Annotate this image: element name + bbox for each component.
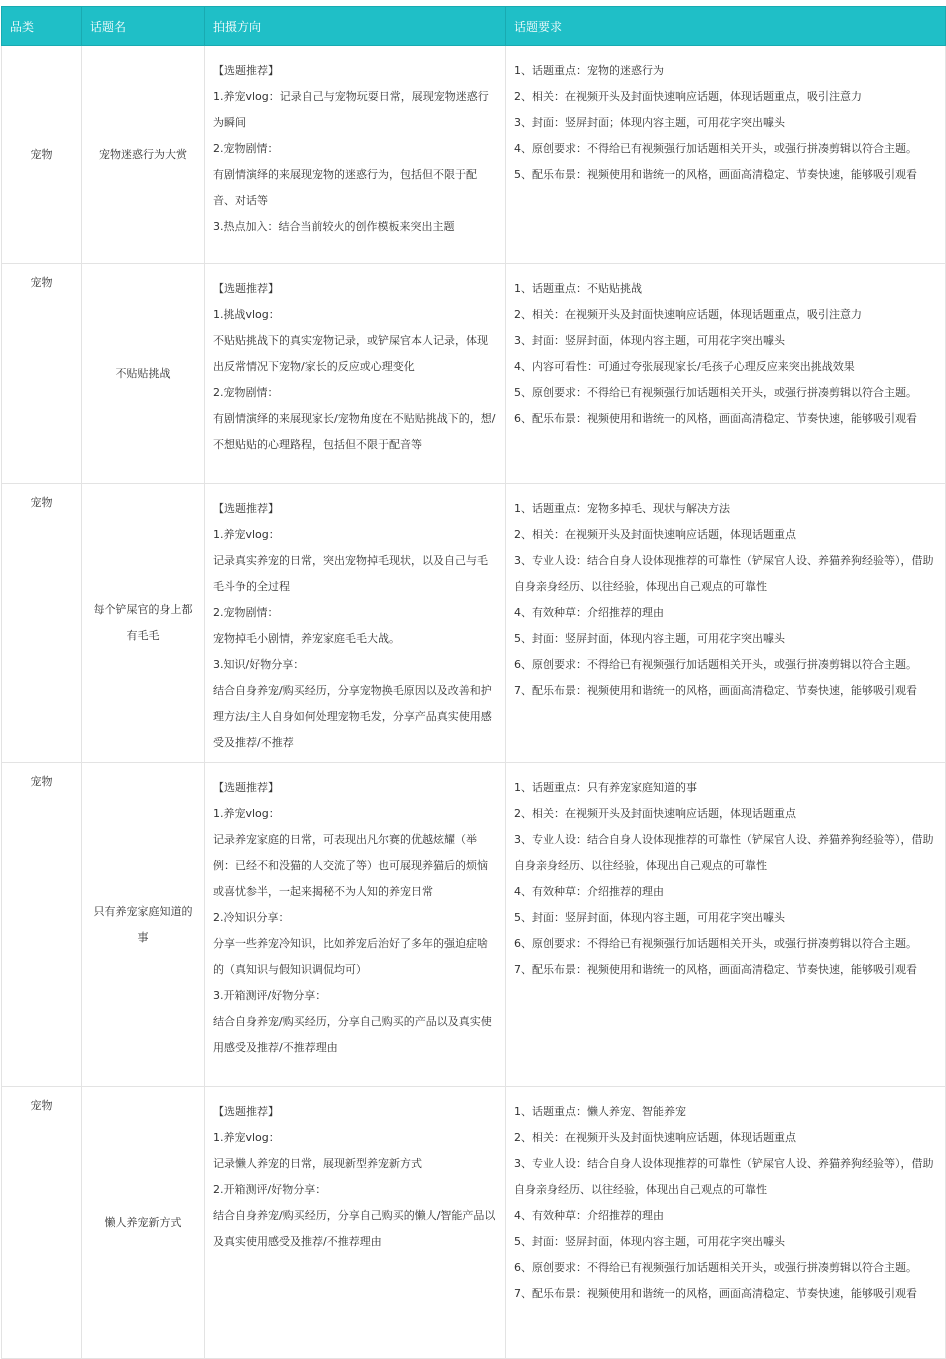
requirement-line: 7、配乐布景：视频使用和谐统一的风格，画面高清稳定、节奏快速，能够吸引观看 <box>514 1287 917 1300</box>
direction-line: 有剧情演绎的来展现家长/宠物角度在不贴贴挑战下的，想/不想贴贴的心理路程，包括但不限于配音等 <box>213 412 496 451</box>
header-direction: 拍摄方向 <box>205 7 506 46</box>
requirements-cell <box>506 46 946 264</box>
direction-line: 记录真实养宠的日常，突出宠物掉毛现状，以及自己与毛毛斗争的全过程 <box>213 554 488 593</box>
requirement-line: 3、专业人设：结合自身人设体现推荐的可靠性（铲屎官人设、养猫养狗经验等），借助自身亲身经历、以往经验，体现出自己观点的可靠性 <box>514 833 934 872</box>
category-text: 宠物 <box>30 147 53 161</box>
topic-cell <box>82 763 205 1087</box>
requirement-line: 3、专业人设：结合自身人设体现推荐的可靠性（铲屎官人设、养猫养狗经验等），借助自身亲身经历、以往经验，体现出自己观点的可靠性 <box>514 1157 934 1196</box>
direction-line: 2.冷知识分享： <box>213 911 290 924</box>
direction-line: 结合自身养宠/购买经历，分享自己购买的懒人/智能产品以及真实使用感受及推荐/不推荐理由 <box>213 1209 496 1248</box>
requirement-line: 4、有效种草：介绍推荐的理由 <box>514 606 664 619</box>
topic-text: 不贴贴挑战 <box>115 366 171 380</box>
header-requirements: 话题要求 <box>506 7 946 46</box>
requirement-line: 2、相关：在视频开头及封面快速响应话题，体现话题重点，吸引注意力 <box>514 90 862 103</box>
requirement-line: 4、原创要求：不得给已有视频强行加话题相关开头，或强行拼凑剪辑以符合主题。 <box>514 142 917 155</box>
direction-line: 结合自身养宠/购买经历，分享自己购买的产品以及真实使用感受及推荐/不推荐理由 <box>213 1015 492 1054</box>
direction-line: 1.养宠vlog： <box>213 1131 280 1144</box>
direction-cell <box>205 484 506 763</box>
direction-line: 【选题推荐】 <box>213 1105 279 1118</box>
requirement-line: 5、封面：竖屏封面，体现内容主题，可用花字突出噱头 <box>514 911 785 924</box>
category-text: 宠物 <box>30 276 53 289</box>
direction-line: 2.宠物剧情： <box>213 606 279 619</box>
table-row <box>2 484 946 763</box>
requirement-line: 2、相关：在视频开头及封面快速响应话题，体现话题重点 <box>514 807 796 820</box>
requirement-line: 3、专业人设：结合自身人设体现推荐的可靠性（铲屎官人设、养猫养狗经验等），借助自身亲身经历、以往经验，体现出自己观点的可靠性 <box>514 554 934 593</box>
table-body <box>2 46 946 1359</box>
requirement-line: 5、封面：竖屏封面，体现内容主题，可用花字突出噱头 <box>514 632 785 645</box>
requirements-cell <box>506 763 946 1087</box>
requirement-line: 1、话题重点：只有养宠家庭知道的事 <box>514 781 697 794</box>
category-text: 宠物 <box>30 1099 53 1112</box>
direction-cell <box>205 763 506 1087</box>
requirement-line: 2、相关：在视频开头及封面快速响应话题，体现话题重点 <box>514 1131 796 1144</box>
header-category: 品类 <box>2 7 82 46</box>
topic-text: 宠物迷惑行为大赏 <box>99 147 187 161</box>
requirement-line: 6、原创要求：不得给已有视频强行加话题相关开头，或强行拼凑剪辑以符合主题。 <box>514 1261 917 1274</box>
table-row <box>2 264 946 484</box>
direction-line: 2.宠物剧情： <box>213 386 279 399</box>
requirement-line: 2、相关：在视频开头及封面快速响应话题，体现话题重点，吸引注意力 <box>514 308 862 321</box>
direction-line: 2.开箱测评/好物分享： <box>213 1183 327 1196</box>
topic-cell <box>82 484 205 763</box>
direction-line: 1.养宠vlog：记录自己与宠物玩耍日常，展现宠物迷惑行为瞬间 <box>213 90 489 129</box>
requirement-line: 5、封面：竖屏封面，体现内容主题，可用花字突出噱头 <box>514 1235 785 1248</box>
direction-line: 1.养宠vlog： <box>213 528 280 541</box>
direction-line: 【选题推荐】 <box>213 502 279 515</box>
requirement-line: 4、有效种草：介绍推荐的理由 <box>514 1209 664 1222</box>
category-text: 宠物 <box>30 496 53 509</box>
direction-line: 【选题推荐】 <box>213 64 279 77</box>
direction-line: 【选题推荐】 <box>213 282 279 295</box>
requirements-cell <box>506 1087 946 1359</box>
topic-cell <box>82 264 205 484</box>
direction-line: 3.知识/好物分享： <box>213 658 305 671</box>
requirement-line: 1、话题重点：宠物的迷惑行为 <box>514 64 664 77</box>
requirements-cell <box>506 264 946 484</box>
direction-line: 3.开箱测评/好物分享： <box>213 989 327 1002</box>
category-cell <box>2 46 82 264</box>
requirement-line: 5、原创要求：不得给已有视频强行加话题相关开头，或强行拼凑剪辑以符合主题。 <box>514 386 917 399</box>
topic-text: 只有养宠家庭知道的事 <box>93 904 193 944</box>
table-header-row <box>2 7 946 46</box>
category-cell <box>2 264 82 484</box>
direction-line: 不贴贴挑战下的真实宠物记录，或铲屎官本人记录，体现出反常情况下宠物/家长的反应或心理变化 <box>213 334 488 373</box>
direction-cell <box>205 264 506 484</box>
category-text: 宠物 <box>30 775 53 788</box>
requirement-line: 5、配乐布景：视频使用和谐统一的风格，画面高清稳定、节奏快速，能够吸引观看 <box>514 168 917 181</box>
direction-cell <box>205 46 506 264</box>
requirement-line: 3、封面：竖屏封面，体现内容主题，可用花字突出噱头 <box>514 334 785 347</box>
requirement-line: 3、封面：竖屏封面；体现内容主题，可用花字突出噱头 <box>514 116 785 129</box>
direction-line: 有剧情演绎的来展现宠物的迷惑行为，包括但不限于配音、对话等 <box>213 168 477 207</box>
requirement-line: 1、话题重点：不贴贴挑战 <box>514 282 642 295</box>
requirement-line: 7、配乐布景：视频使用和谐统一的风格，画面高清稳定、节奏快速，能够吸引观看 <box>514 963 917 976</box>
table-row <box>2 763 946 1087</box>
requirement-line: 6、原创要求：不得给已有视频强行加话题相关开头，或强行拼凑剪辑以符合主题。 <box>514 937 917 950</box>
direction-cell <box>205 1087 506 1359</box>
requirement-line: 4、内容可看性：可通过夸张展现家长/毛孩子心理反应来突出挑战效果 <box>514 360 855 373</box>
category-cell <box>2 763 82 1087</box>
direction-line: 记录养宠家庭的日常，可表现出凡尔赛的优越炫耀（举例：已经不和没猫的人交流了等）也可展现养猫后的烦恼或喜忧参半，一起来揭秘不为人知的养宠日常 <box>213 833 488 898</box>
requirement-line: 7、配乐布景：视频使用和谐统一的风格，画面高清稳定、节奏快速，能够吸引观看 <box>514 684 917 697</box>
topic-text: 每个铲屎官的身上都有毛毛 <box>93 603 193 642</box>
requirement-line: 1、话题重点：宠物多掉毛、现状与解决方法 <box>514 502 730 515</box>
direction-line: 3.热点加入：结合当前较火的创作模板来突出主题 <box>213 220 455 233</box>
direction-line: 分享一些养宠冷知识，比如养宠后治好了多年的强迫症啥的（真知识与假知识调侃均可） <box>213 937 488 976</box>
topic-table <box>1 6 946 1359</box>
header-topic: 话题名 <box>82 7 205 46</box>
topic-cell <box>82 46 205 264</box>
requirement-line: 6、配乐布景：视频使用和谐统一的风格，画面高清稳定、节奏快速，能够吸引观看 <box>514 412 917 425</box>
category-cell <box>2 1087 82 1359</box>
direction-line: 记录懒人养宠的日常，展现新型养宠新方式 <box>213 1157 422 1170</box>
category-cell <box>2 484 82 763</box>
direction-line: 2.宠物剧情： <box>213 142 279 155</box>
table-row <box>2 46 946 264</box>
topic-cell <box>82 1087 205 1359</box>
direction-line: 1.养宠vlog： <box>213 807 280 820</box>
requirements-cell <box>506 484 946 763</box>
requirement-line: 1、话题重点：懒人养宠、智能养宠 <box>514 1105 686 1118</box>
direction-line: 结合自身养宠/购买经历，分享宠物换毛原因以及改善和护理方法/主人自身如何处理宠物毛发，分享产品真实使用感受及推荐/不推荐 <box>213 684 492 749</box>
direction-line: 1.挑战vlog： <box>213 308 280 321</box>
direction-line: 【选题推荐】 <box>213 781 279 794</box>
table-row <box>2 1087 946 1359</box>
requirement-line: 4、有效种草：介绍推荐的理由 <box>514 885 664 898</box>
topic-text: 懒人养宠新方式 <box>104 1215 182 1229</box>
requirement-line: 2、相关：在视频开头及封面快速响应话题，体现话题重点 <box>514 528 796 541</box>
requirement-line: 6、原创要求：不得给已有视频强行加话题相关开头，或强行拼凑剪辑以符合主题。 <box>514 658 917 671</box>
direction-line: 宠物掉毛小剧情，养宠家庭毛毛大战。 <box>213 632 400 645</box>
